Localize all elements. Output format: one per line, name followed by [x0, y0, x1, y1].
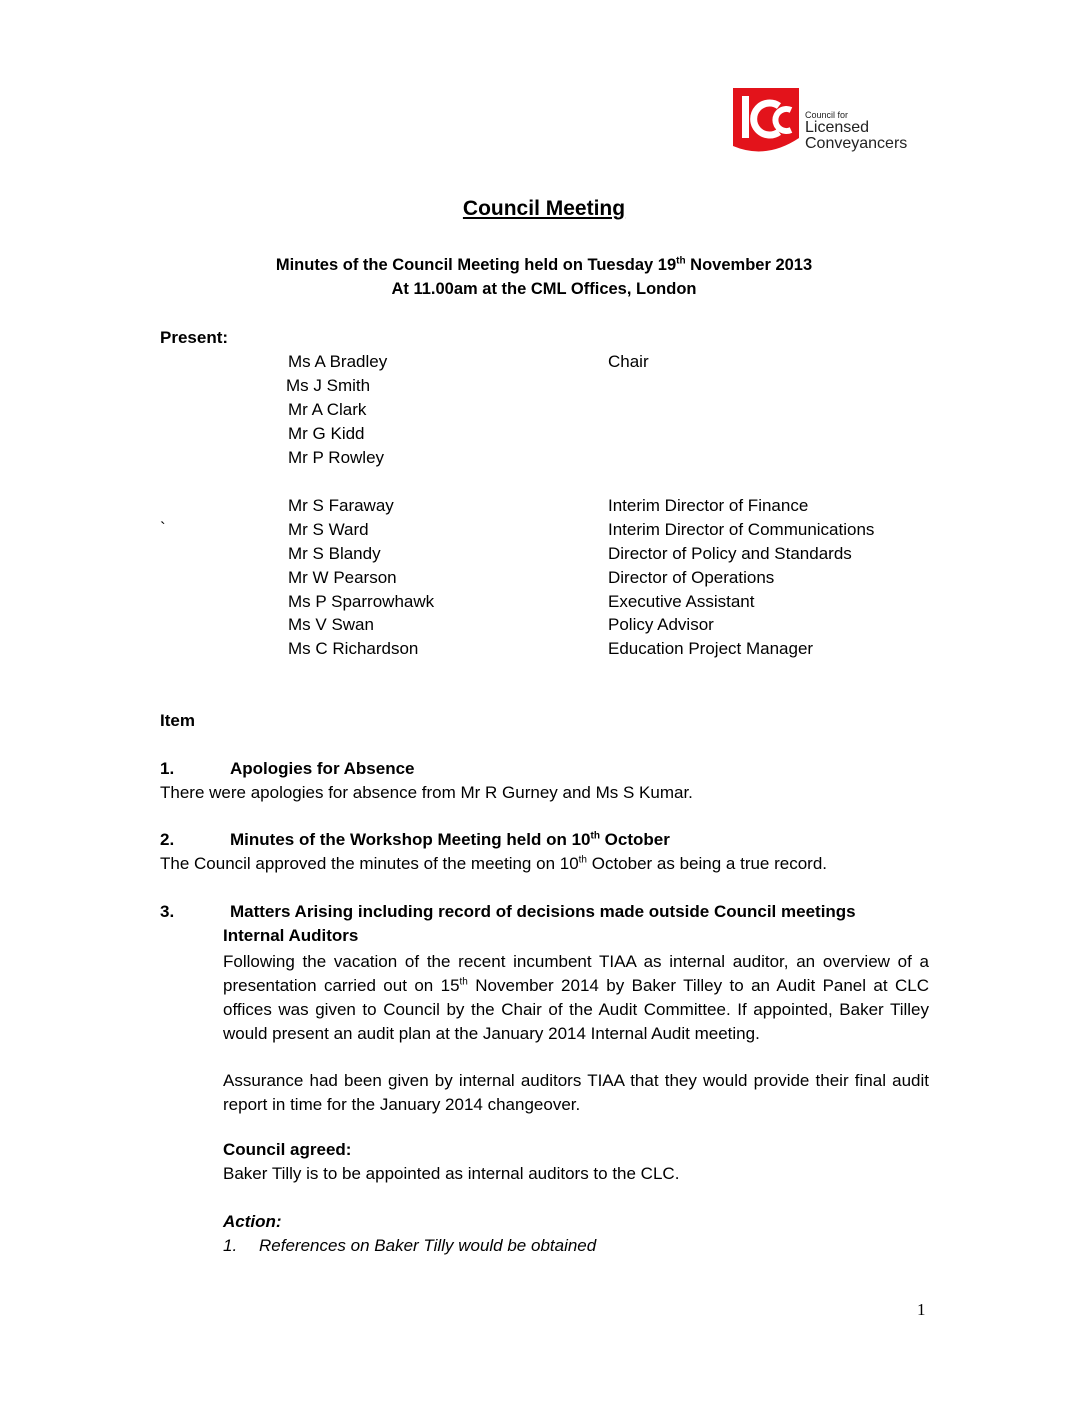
logo-line2: Licensed — [805, 119, 870, 136]
attendee-name: Ms C Richardson — [288, 639, 419, 658]
item-3-paragraph-2: Assurance had been given by internal auditors TIAA that they would provide their final audit report in time for the January 2014 changeover. — [223, 1071, 929, 1114]
item-2-number: 2. — [160, 830, 175, 849]
action-label: Action: — [223, 1212, 282, 1231]
item-2-heading: Minutes of the Workshop Meeting held on 10th October — [230, 830, 670, 849]
item-3-subheading: Internal Auditors — [223, 926, 359, 945]
attendee-name: Ms A Bradley — [288, 352, 388, 371]
present-label: Present: — [160, 328, 229, 347]
item-3-paragraph-1: Following the vacation of the recent incumbent TIAA as internal auditor, an overview of a presentation carried out on 15th November 2014 by Baker Tilley to an Audit Panel at CLC offices was given to Council by the Chair of the Audit Committee. If appointed, Baker Tilley would present an audit plan at the January 2014 Internal Audit meeting. — [223, 952, 929, 1043]
attendee-name: Ms P Sparrowhawk — [288, 592, 435, 611]
stray-backtick: ` — [160, 519, 166, 538]
council-agreed-label: Council agreed: — [223, 1140, 352, 1159]
item-1-heading: Apologies for Absence — [230, 759, 415, 778]
logo-line3: Conveyancers — [805, 135, 908, 152]
logo-line1: Council for — [805, 110, 849, 120]
attendee-role: Director of Policy and Standards — [608, 544, 852, 563]
item-label: Item — [160, 711, 195, 730]
subtitle-line-1: Minutes of the Council Meeting held on Tuesday 19th November 2013 — [275, 255, 813, 274]
item-3-heading: Matters Arising including record of decisions made outside Council meetings — [230, 902, 856, 921]
item-1-number: 1. — [160, 759, 175, 778]
attendee-role: Interim Director of Communications — [608, 520, 875, 539]
page-title: Council Meeting — [462, 197, 626, 220]
attendee-name: Mr P Rowley — [288, 448, 385, 467]
page-number: 1 — [917, 1300, 926, 1319]
attendee-name: Mr W Pearson — [288, 568, 397, 587]
attendee-role: Policy Advisor — [608, 615, 714, 634]
action-text: References on Baker Tilly would be obtained — [259, 1236, 597, 1255]
item-3-number: 3. — [160, 902, 175, 921]
attendee-name: Mr S Ward — [288, 520, 369, 539]
item-1-text: There were apologies for absence from Mr R Gurney and Ms S Kumar. — [160, 783, 693, 802]
council-agreed-text: Baker Tilly is to be appointed as internal auditors to the CLC. — [223, 1164, 680, 1183]
attendee-name: Ms J Smith — [286, 376, 371, 395]
item-2-text: The Council approved the minutes of the meeting on 10th October as being a true record. — [160, 854, 828, 873]
attendee-name: Mr G Kidd — [288, 424, 365, 443]
attendee-role: Director of Operations — [608, 568, 775, 587]
action-number: 1. — [223, 1236, 238, 1255]
attendee-role: Executive Assistant — [608, 592, 755, 611]
attendee-name: Ms V Swan — [288, 615, 374, 634]
attendee-name: Mr S Blandy — [288, 544, 381, 563]
attendee-role: Chair — [608, 352, 649, 371]
attendee-role: Interim Director of Finance — [608, 496, 809, 515]
attendee-role: Education Project Manager — [608, 639, 814, 658]
subtitle-line-2: At 11.00am at the CML Offices, London — [391, 280, 697, 298]
attendee-name: Mr S Faraway — [288, 496, 394, 515]
attendee-name: Mr A Clark — [288, 400, 367, 419]
